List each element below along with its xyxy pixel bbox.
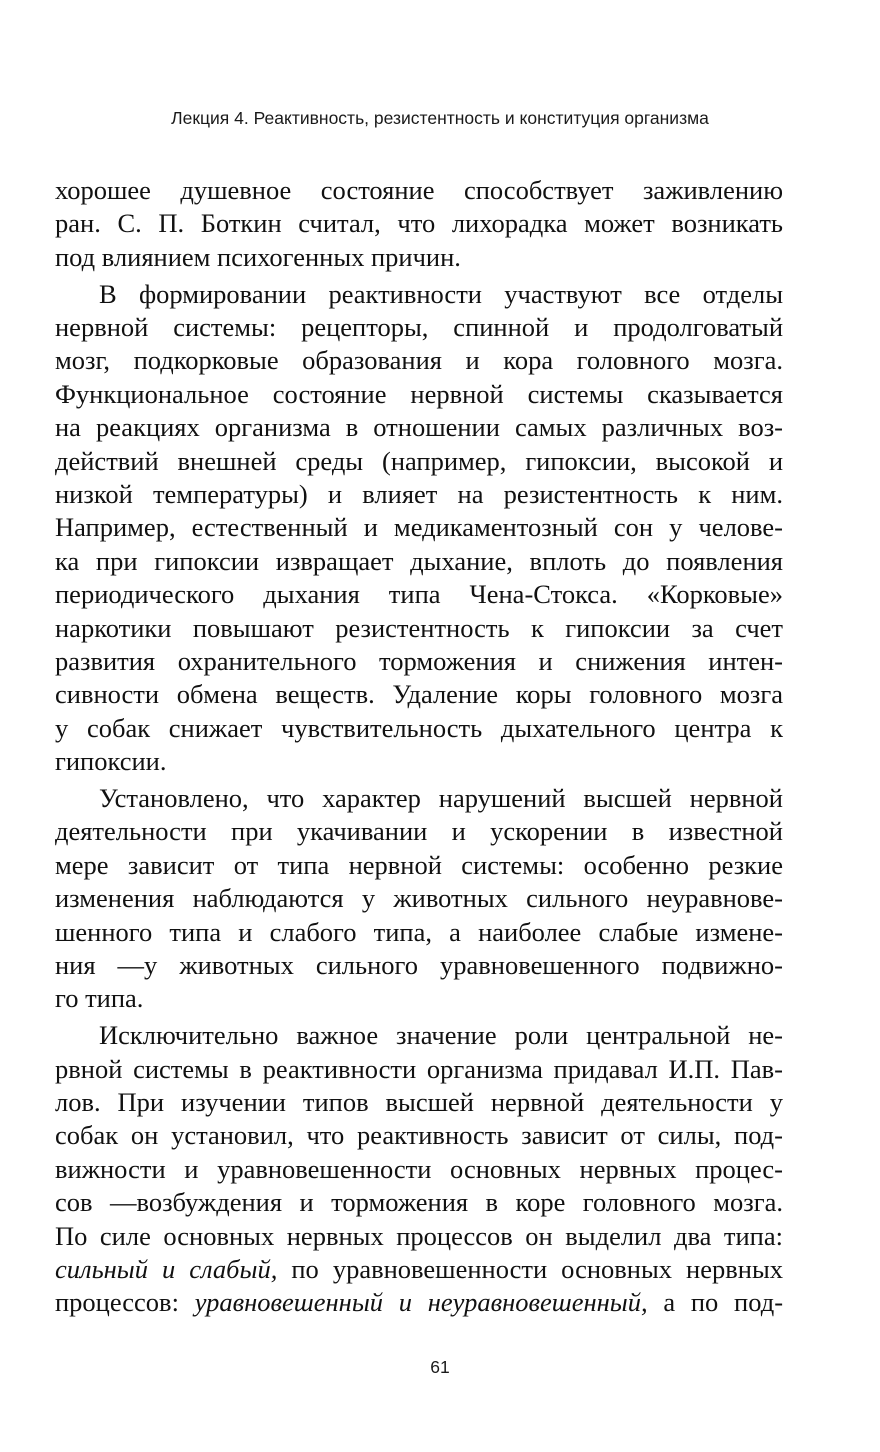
italic-term: сильный и слабый, bbox=[55, 1254, 278, 1284]
text-line: на реакциях организма в отношении самых различных воз- bbox=[55, 412, 783, 443]
text-span: процессов: bbox=[55, 1287, 179, 1318]
italic-term: уравновешенный и неуравновешенный, bbox=[194, 1287, 648, 1318]
text-line: собак он установил, что реактивность зависит от силы, под- bbox=[55, 1120, 783, 1151]
paragraph bbox=[55, 174, 783, 274]
text-line: нервной системы: рецепторы, спинной и продолговатый bbox=[55, 312, 783, 343]
text-line: ния —у животных сильного уравновешенного подвижно- bbox=[55, 949, 783, 980]
text-line: рвной системы в реактивности организма придавал И.П. Пав- bbox=[55, 1053, 783, 1084]
paragraph bbox=[55, 782, 783, 1016]
text-line: ка при гипоксии извращает дыхание, вплоть до появления bbox=[55, 545, 783, 576]
text-span: по уравновешенности основных нервных bbox=[291, 1254, 783, 1284]
text-line: сов —возбуждения и торможения в коре головного мозга. bbox=[55, 1187, 783, 1218]
text-line bbox=[55, 1286, 783, 1319]
text-line: Например, естественный и медикаментозный сон у челове- bbox=[55, 512, 783, 543]
text-line: ран. С. П. Боткин считал, что лихорадка может возникать bbox=[55, 208, 783, 239]
text-line: изменения наблюдаются у животных сильного неуравнове- bbox=[55, 883, 783, 914]
text-line: сивности обмена веществ. Удаление коры головного мозга bbox=[55, 679, 783, 710]
paragraph bbox=[55, 1019, 783, 1320]
text-line: деятельности при укачивании и ускорении в известной bbox=[55, 816, 783, 847]
running-header: Лекция 4. Реактивность, резистентность и конституция организма bbox=[171, 108, 709, 128]
text-line: развития охранительного торможения и снижения интен- bbox=[55, 645, 783, 676]
text-line: вижности и уравновешенности основных нервных процес- bbox=[55, 1153, 783, 1184]
text-line: гипоксии. bbox=[55, 746, 167, 777]
text-line: наркотики повышают резистентность к гипоксии за счет bbox=[55, 612, 783, 643]
text-line: у собак снижает чувствительность дыхательного центра к bbox=[55, 712, 783, 743]
text-line: действий внешней среды (например, гипоксии, высокой и bbox=[55, 445, 783, 476]
text-line: По силе основных нервных процессов он выделил два типа: bbox=[55, 1220, 783, 1251]
paragraph bbox=[55, 278, 783, 779]
text-line: шенного типа и слабого типа, а наиболее слабые измене- bbox=[55, 916, 783, 947]
text-span: а по под- bbox=[663, 1287, 784, 1318]
body-text bbox=[55, 174, 783, 1320]
page-number: 61 bbox=[430, 1357, 450, 1377]
text-line: лов. При изучении типов высшей нервной деятельности у bbox=[55, 1087, 783, 1118]
text-line: Функциональное состояние нервной системы сказывается bbox=[55, 378, 783, 409]
text-line: периодического дыхания типа Чена-Стокса. «Корковые» bbox=[55, 579, 783, 610]
text-line: Исключительно важное значение роли центральной не- bbox=[99, 1020, 783, 1051]
text-line bbox=[55, 1253, 783, 1286]
text-line: хорошее душевное состояние способствует заживлению bbox=[55, 175, 783, 205]
text-line: Установлено, что характер нарушений высшей нервной bbox=[99, 783, 783, 814]
text-line: низкой температуры) и влияет на резистентность к ним. bbox=[55, 479, 783, 510]
text-line: В формировании реактивности участвуют все отделы bbox=[99, 278, 783, 309]
text-line: под влиянием психогенных причин. bbox=[55, 241, 461, 272]
text-line: го типа. bbox=[55, 983, 144, 1014]
text-line: мозг, подкорковые образования и кора головного мозга. bbox=[55, 345, 783, 376]
text-line: мере зависит от типа нервной системы: особенно резкие bbox=[55, 849, 783, 880]
